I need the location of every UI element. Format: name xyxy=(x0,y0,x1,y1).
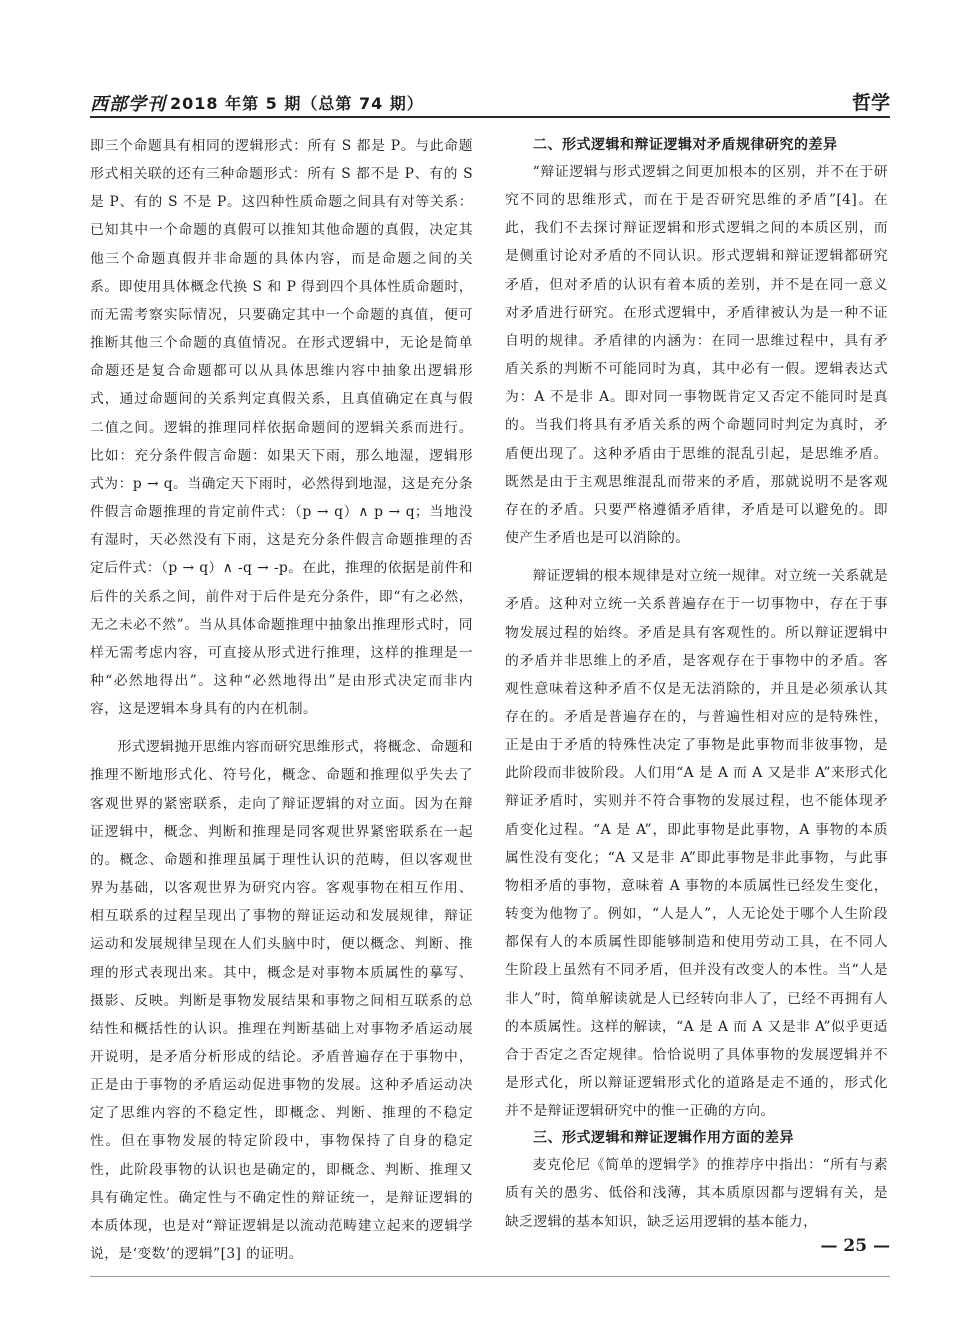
paragraph: 形式逻辑抛开思维内容而研究思维形式，将概念、命题和推理不断地形式化、符号化，概念、命题和推理似乎失去了客观世界的紧密联系，走向了辩证逻辑的对立面。因为在辩证逻辑中，概念、判断和推理是同客观世界紧密联系在一起的。概念、命题和推理虽属于理性认识的范畴，但以客观世界为基础，以客观世界为研究内容。客观事物在相互作用、相互联系的过程呈现出了事物的辩证运动和发展规律，辩证运动和发展规律呈现在人们头脑中时，便以概念、判断、推理的形式表现出来。其中，概念是对事物本质属性的摹写、摄影、反映。判断是事物发展结果和事物之间相互联系的总结性和概括性的认识。推理在判断基础上对事物矛盾运动展开说明，是矛盾分析形成的结论。矛盾普遍存在于事物中，正是由于事物的矛盾运动促进事物的发展。这种矛盾运动决定了思维内容的不稳定性，即概念、判断、推理的不稳定性。但在事物发展的特定阶段中，事物保持了自身的稳定性，此阶段事物的认识也是确定的，即概念、判断、推理又具有确定性。确定性与不确定性的辩证统一，是辩证逻辑的本质体现，也是对“辩证逻辑是以流动范畴建立起来的逻辑学说，是‘变数’的逻辑”[3] 的证明。 xyxy=(90,739,473,1263)
section-heading: 三、形式逻辑和辩证逻辑作用方面的差异 xyxy=(533,1130,794,1147)
section-label: 哲学 xyxy=(851,92,890,114)
issue-info: 2018 年第 5 期（总第 74 期） xyxy=(170,94,424,113)
journal-logo: 西部学刊 xyxy=(90,94,166,115)
header-rule xyxy=(90,116,890,118)
page-header xyxy=(90,88,890,116)
left-column xyxy=(90,132,473,1268)
paragraph: “辩证逻辑与形式逻辑之间更加根本的区别，并不在于研究不同的思维形式，而在于是否研究思维的矛盾”[4]。在此，我们不去探讨辩证逻辑和形式逻辑之间的本质区别，而是侧重讨论对矛盾的不同认识。形式逻辑和辩证逻辑都研究矛盾，但对矛盾的认识有着本质的差别，并不是在同一意义对矛盾进行研究。在形式逻辑中，矛盾律被认为是一种不证自明的规律。矛盾律的内涵为：在同一思维过程中，具有矛盾关系的判断不可能同时为真，其中必有一假。逻辑表达式为：A 不是非 A。即对同一事物既肯定又否定不能同时是真的。当我们将具有矛盾关系的两个命题同时判定为真时，矛盾便出现了。这种矛盾由于思维的混乱引起，是思维矛盾。既然是由于主观思维混乱而带来的矛盾，那就说明不是客观存在的矛盾。只要严格遵循矛盾律，矛盾是可以避免的。即使产生矛盾也是可以消除的。 xyxy=(505,164,888,547)
section-heading: 二、形式逻辑和辩证逻辑对矛盾规律研究的差异 xyxy=(533,137,838,153)
paragraph: 即三个命题具有相同的逻辑形式：所有 S 都是 P。与此命题形式相关联的还有三种命题形式：所有 S 都不是 P、有的 S 是 P、有的 S 不是 P。这四种性质命题之间具有对等关系：已知其中一个命题的真假可以推知其他命题的真假，决定其他三个命题真假并非命题的具体内容，而是命题之间的关系。即使用具体概念代换 S 和 P 得到四个具体性质命题时，而无需考察实际情况，只要确定其中一个命题的真值，便可推断其他三个命题的真值情况。在形式逻辑中，无论是简单命题还是复合命题都可以从具体思维内容中抽象出逻辑形式，通过命题间的关系判定真假关系，且真值确定在真与假二值之间。逻辑的推理同样依据命题间的逻辑关系而进行。比如：充分条件假言命题：如果天下雨，那么地湿，逻辑形式为：p → q。当确定天下雨时，必然得到地湿，这是充分条件假言命题推理的肯定前件式：（p → q）∧ p → q；当地没有湿时，天必然没有下雨，这是充分条件假言命题推理的否定后件式：（p → q）∧ -q → -p。在此，推理的依据是前件和后件的关系之间，前件对于后件是充分条件，即“有之必然，无之未必不然”。当从具体命题推理中抽象出推理形式时，同样无需考虑内容，可直接从形式进行推理，这样的推理是一种“必然地得出”。这种“必然地得出”是由形式决定而非内容，这是逻辑本身具有的内在机制。 xyxy=(90,138,473,718)
paragraph: 辩证逻辑的根本规律是对立统一规律。对立统一关系就是矛盾。这种对立统一关系普遍存在于一切事物中，存在于事物发展过程的始终。矛盾是具有客观性的。所以辩证逻辑中的矛盾并非思维上的矛盾，是客观存在于事物中的矛盾。客观性意味着这种矛盾不仅是无法消除的，并且是必须承认其存在的。矛盾是普遍存在的，与普遍性相对应的是特殊性，正是由于矛盾的特殊性决定了事物是此事物而非彼事物，是此阶段而非彼阶段。人们用“A 是 A 而 A 又是非 A”来形式化辩证矛盾时，实则并不符合事物的发展过程，也不能体现矛盾变化过程。“A 是 A”，即此事物是此事物，A 事物的本质属性没有变化；“A 又是非 A”即此事物是非此事物，与此事物相矛盾的事物，意味着 A 事物的本质属性已经发生变化，转变为他物了。例如，“人是人”，人无论处于哪个人生阶段都保有人的本质属性即能够制造和使用劳动工具，在不同人生阶段上虽然有不同矛盾，但并没有改变人的本性。当“人是非人”时，简单解读就是人已经转向非人了，已经不再拥有人的本质属性。这样的解读，“A 是 A 而 A 又是非 A”似乎更适合于否定之否定规律。恰恰说明了具体事物的发展逻辑并不是形式化，所以辩证逻辑形式化的道路是走不通的，形式化并不是辩证逻辑研究中的惟一正确的方向。 xyxy=(505,568,888,1120)
page-number: — 25 — xyxy=(820,1236,890,1256)
footer-rule xyxy=(90,1276,890,1277)
right-column xyxy=(505,132,888,1236)
paragraph: 麦克伦尼《简单的逻辑学》的推荐序中指出：“所有与素质有关的愚劣、低俗和浅薄，其本质原因都与逻辑有关，是缺乏逻辑的基本知识，缺乏运用逻辑的基本能力， xyxy=(505,1157,888,1230)
